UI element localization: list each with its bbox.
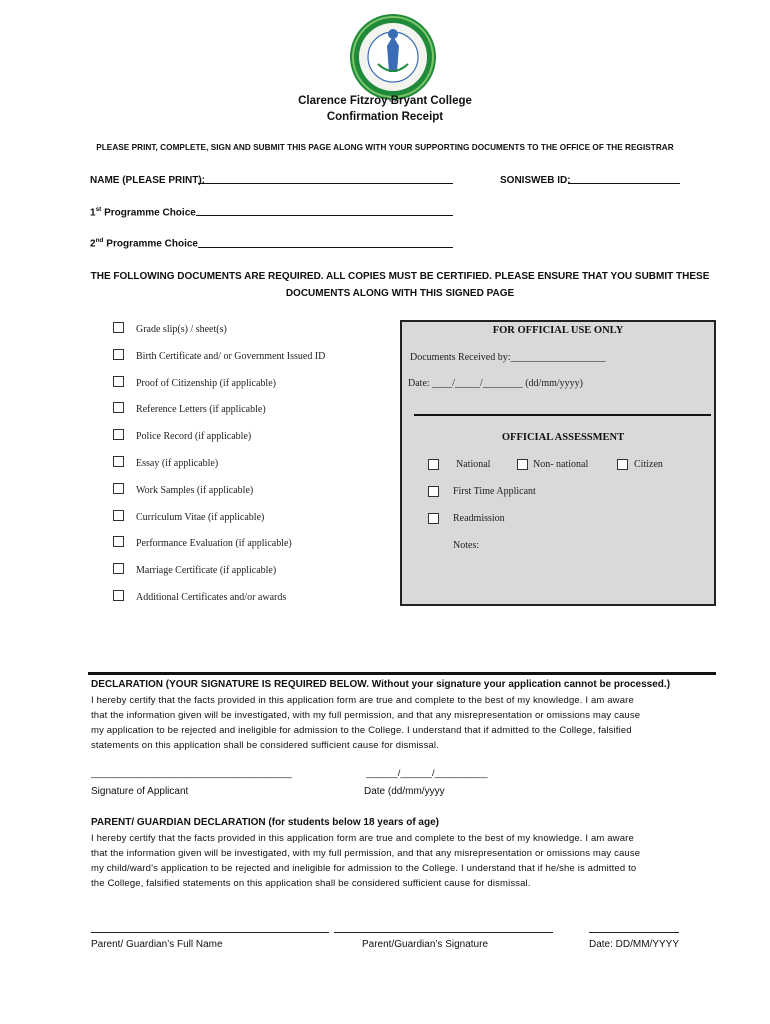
requirements-line-1: THE FOLLOWING DOCUMENTS ARE REQUIRED. ALL COPIES MUST BE CERTIFIED. PLEASE ENSURE THAT YOU SUBMIT THESE: [90, 271, 710, 282]
official-assessment-title: OFFICIAL ASSESSMENT: [501, 432, 625, 443]
applicant-date-label: Date (dd/mm/yyyy: [364, 786, 445, 797]
document-checkbox[interactable]: [113, 429, 124, 440]
document-checkbox[interactable]: [113, 590, 124, 601]
documents-received-field: Documents Received by:___________________: [410, 352, 606, 363]
document-label: Curriculum Vitae (if applicable): [136, 512, 265, 523]
applicant-signature-line[interactable]: ______________________________________: [91, 768, 292, 779]
national-label: National: [456, 459, 491, 470]
college-name: Clarence Fitzroy Bryant College: [298, 95, 472, 107]
document-checkbox[interactable]: [113, 376, 124, 387]
document-label: Police Record (if applicable): [136, 431, 252, 442]
declaration-body: I hereby certify that the facts provided in this application form are true and complete to the best of my knowledge. I am aware that the information given will be investigated, with my full permission, and that any misrepresentation or omissions may cause my application to be rejected and ineligible for admission to the College. I understand that if admitted to the College, falsified statements on this application shall be considered sufficient cause for dismissal.: [91, 695, 641, 751]
applicant-signature-label: Signature of Applicant: [91, 786, 189, 797]
document-checkbox[interactable]: [113, 563, 124, 574]
document-label: Reference Letters (if applicable): [136, 404, 266, 415]
national-checkbox[interactable]: [428, 459, 439, 470]
requirements-line-2: DOCUMENTS ALONG WITH THIS SIGNED PAGE: [285, 288, 515, 299]
parent-name-label: Parent/ Guardian’s Full Name: [91, 939, 223, 950]
sonisweb-id-label: SONISWEB ID:: [500, 175, 571, 186]
document-label: Proof of Citizenship (if applicable): [136, 378, 276, 389]
first-time-applicant-label: First Time Applicant: [453, 486, 536, 497]
document-label: Performance Evaluation (if applicable): [136, 538, 292, 549]
document-label: Birth Certificate and/ or Government Issued ID: [136, 351, 326, 362]
document-label: Work Samples (if applicable): [136, 485, 254, 496]
notes-label: Notes:: [453, 540, 480, 551]
parent-name-line[interactable]: [91, 932, 329, 933]
second-choice-field[interactable]: [198, 247, 453, 248]
first-choice-label: 1st Programme Choice: [90, 206, 196, 219]
document-checkbox[interactable]: [113, 536, 124, 547]
college-logo: [348, 12, 438, 102]
parent-date-line[interactable]: [589, 932, 679, 933]
parent-declaration-body: I hereby certify that the facts provided in this application form are true and complete to the best of my knowledge. I am aware that the information given will be investigated, with my full permission, and that any misrepresentation or omissions may cause my child/ward’s application to be rejected and ineligible for admission to the College. I understand that if he/she is admitted to the College, falsified statements on this application shall be considered sufficient cause for dismissal.: [91, 833, 641, 889]
declaration-divider: [88, 672, 716, 675]
document-checkbox[interactable]: [113, 322, 124, 333]
first-choice-field[interactable]: [196, 215, 453, 216]
submission-instruction: PLEASE PRINT, COMPLETE, SIGN AND SUBMIT THIS PAGE ALONG WITH YOUR SUPPORTING DOCUMENTS TO THE OFFICE OF THE REGISTRAR: [96, 143, 674, 152]
document-checkbox[interactable]: [113, 483, 124, 494]
official-divider: [414, 414, 711, 416]
parent-signature-label: Parent/Guardian’s Signature: [362, 939, 489, 950]
declaration-heading: DECLARATION (YOUR SIGNATURE IS REQUIRED BELOW. Without your signature your application cannot be processed.): [91, 679, 671, 690]
document-checkbox[interactable]: [113, 510, 124, 521]
first-time-applicant-checkbox[interactable]: [428, 486, 439, 497]
second-choice-label: 2nd Programme Choice: [90, 237, 198, 250]
document-checkbox[interactable]: [113, 349, 124, 360]
citizen-checkbox[interactable]: [617, 459, 628, 470]
official-use-title: FOR OFFICIAL USE ONLY: [492, 325, 624, 336]
readmission-label: Readmission: [453, 513, 505, 524]
sonisweb-id-field[interactable]: [568, 183, 680, 184]
non-national-label: Non- national: [533, 459, 589, 470]
document-label: Essay (if applicable): [136, 458, 219, 469]
citizen-label: Citizen: [634, 459, 663, 470]
parent-declaration-heading: PARENT/ GUARDIAN DECLARATION (for students below 18 years of age): [91, 817, 439, 828]
name-label: NAME (PLEASE PRINT):: [90, 175, 205, 186]
document-label: Additional Certificates and/or awards: [136, 592, 287, 603]
readmission-checkbox[interactable]: [428, 513, 439, 524]
receipt-title: Confirmation Receipt: [326, 111, 444, 123]
document-label: Grade slip(s) / sheet(s): [136, 324, 227, 335]
document-label: Marriage Certificate (if applicable): [136, 565, 277, 576]
document-checkbox[interactable]: [113, 456, 124, 467]
parent-date-label: Date: DD/MM/YYYY: [589, 939, 680, 950]
name-field[interactable]: [198, 183, 453, 184]
document-checkbox[interactable]: [113, 402, 124, 413]
date-received-field: Date: ____/_____/________ (dd/mm/yyyy): [408, 378, 583, 389]
non-national-checkbox[interactable]: [517, 459, 528, 470]
parent-signature-line[interactable]: [334, 932, 553, 933]
applicant-date-line[interactable]: ______/______/__________: [366, 768, 488, 779]
